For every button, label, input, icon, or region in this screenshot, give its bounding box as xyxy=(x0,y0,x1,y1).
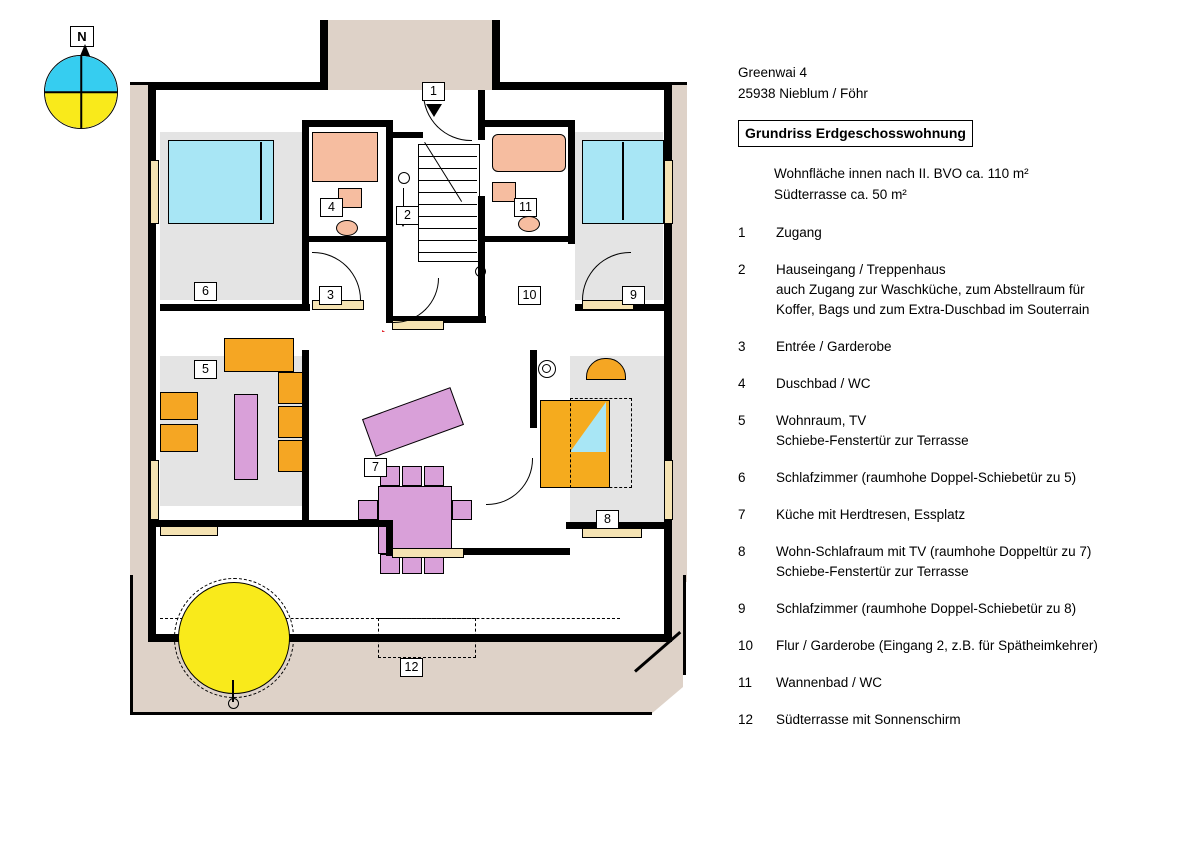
stair-step-9 xyxy=(419,252,477,253)
legend-text xyxy=(776,599,1188,636)
legend-text xyxy=(776,374,1188,411)
legend-text xyxy=(776,223,1188,260)
window-left-living xyxy=(150,460,159,520)
compass-disc xyxy=(44,55,118,129)
bath-11-basin xyxy=(492,182,516,202)
legend-number: 3 xyxy=(738,339,746,354)
legend-row xyxy=(738,411,1188,468)
legend-text xyxy=(776,636,1188,673)
legend-row xyxy=(738,468,1188,505)
legend-number: 7 xyxy=(738,507,746,522)
entrance-wall-right xyxy=(492,20,500,86)
legend-text xyxy=(776,337,1188,374)
chair-7-8 xyxy=(452,500,472,520)
legend-text xyxy=(776,260,1188,337)
area-line-1: Wohnfläche innen nach II. BVO ca. 110 m² xyxy=(774,166,1029,181)
stair-run xyxy=(418,144,480,262)
window-left-upper xyxy=(150,160,159,224)
legend-number: 9 xyxy=(738,601,746,616)
window-right-upper xyxy=(664,160,673,224)
bath-11-wc xyxy=(518,216,540,232)
coffee-table-5 xyxy=(234,394,258,480)
legend-text-line: Wohn-Schlafraum mit TV (raumhohe Doppeltür zu 7) xyxy=(776,544,1092,559)
legend-text-line: auch Zugang zur Waschküche, zum Abstellraum für xyxy=(776,282,1085,297)
legend-text-line: Hauseingang / Treppenhaus xyxy=(776,262,946,277)
window-right-living xyxy=(664,460,673,520)
stair-step-7 xyxy=(419,228,477,229)
legend-text-line: Wannenbad / WC xyxy=(776,675,883,690)
area-summary xyxy=(774,163,1188,205)
legend-row xyxy=(738,337,1188,374)
address-block xyxy=(738,62,1188,104)
wall-bath4-bottom xyxy=(306,236,392,242)
stair-step-5 xyxy=(419,204,477,205)
chair-7-2 xyxy=(402,466,422,486)
legend-row xyxy=(738,374,1188,411)
legend-number: 10 xyxy=(738,638,754,653)
legend-text-line: Wohnraum, TV xyxy=(776,413,867,428)
legend-row xyxy=(738,505,1188,542)
bath-4-wc xyxy=(336,220,358,236)
legend-number: 8 xyxy=(738,544,746,559)
legend-text xyxy=(776,468,1188,505)
legend-number: 11 xyxy=(738,675,753,690)
legend-text-line: Schiebe-Fenstertür zur Terrasse xyxy=(776,433,969,448)
legend-text-line: Schlafzimmer (raumhohe Doppel-Schiebetür zu 5) xyxy=(776,470,1077,485)
wall-hall-door-top xyxy=(393,132,423,138)
terrace-edge-bottom xyxy=(130,712,652,715)
marker-1: 1 xyxy=(422,82,445,101)
plot-edge-top-right xyxy=(665,82,687,85)
entrance-wall-left xyxy=(320,20,328,86)
outer-wall-top-left xyxy=(148,82,328,90)
area-line-2: Südterrasse ca. 50 m² xyxy=(774,187,907,202)
stair-step-1 xyxy=(419,156,477,157)
legend-text-line: Duschbad / WC xyxy=(776,376,871,391)
compass-quadrant-se xyxy=(81,92,117,128)
marker-9: 9 xyxy=(622,286,645,305)
wall-bedroom6-right xyxy=(302,120,309,310)
marker-5: 5 xyxy=(194,360,217,379)
stair-step-8 xyxy=(419,240,477,241)
legend-text xyxy=(776,505,1188,542)
legend-table xyxy=(738,223,1188,747)
legend-row xyxy=(738,599,1188,636)
legend-text xyxy=(776,673,1188,710)
wall-stair-right xyxy=(478,90,485,140)
terrace-door-middle xyxy=(392,548,464,558)
legend-number: 4 xyxy=(738,376,746,391)
sofa-5-top xyxy=(224,338,294,372)
legend-row xyxy=(738,636,1188,673)
chair-7-3 xyxy=(424,466,444,486)
outer-wall-top-right xyxy=(492,82,672,90)
chair-7-7 xyxy=(358,500,378,520)
marker-2: 2 xyxy=(396,206,419,225)
parasol-base xyxy=(228,698,239,709)
legend-row xyxy=(738,223,1188,260)
bed-6-divider xyxy=(260,142,262,220)
floor-plan-drawing xyxy=(130,20,730,740)
terrace-edge-left xyxy=(130,575,133,715)
terrace-edge-right xyxy=(683,575,686,675)
legend-text-line: Entrée / Garderobe xyxy=(776,339,892,354)
kitchen-terrace-dashed xyxy=(378,618,476,658)
wall-living-right xyxy=(302,350,309,526)
legend-row xyxy=(738,710,1188,747)
wall-kitchen-bottom-right xyxy=(460,548,570,555)
wall-bath11-right xyxy=(568,120,575,244)
stair-step-4 xyxy=(419,192,477,193)
legend-text-line: Zugang xyxy=(776,225,822,240)
marker-7: 7 xyxy=(364,458,387,477)
wall-bath11-bottom xyxy=(482,236,574,242)
legend-text xyxy=(776,710,1188,747)
compass-quadrant-sw xyxy=(45,92,81,128)
marker-4: 4 xyxy=(320,198,343,217)
wall-bath4-right xyxy=(386,120,393,242)
stair-step-2 xyxy=(419,168,477,169)
marker-12: 12 xyxy=(400,658,423,677)
entrance-path-area xyxy=(320,20,500,90)
legend-number: 12 xyxy=(738,712,754,727)
wall-kitchen-bottom-left xyxy=(306,520,392,527)
legend-panel xyxy=(738,62,1188,747)
legend-text-line: Südterrasse mit Sonnenschirm xyxy=(776,712,961,727)
legend-row xyxy=(738,673,1188,710)
legend-number: 5 xyxy=(738,413,746,428)
marker-8: 8 xyxy=(596,510,619,529)
terrace-door-left xyxy=(160,526,218,536)
marker-10: 10 xyxy=(518,286,541,305)
wall-bath11-top xyxy=(482,120,574,127)
wall-bedroom6-bottom xyxy=(160,304,310,311)
legend-row xyxy=(738,260,1188,337)
legend-text-line: Koffer, Bags und zum Extra-Duschbad im Souterrain xyxy=(776,302,1090,317)
wall-bath4-top xyxy=(306,120,392,127)
stair-handrail-knob-top xyxy=(398,172,410,184)
compass-quadrant-ne xyxy=(81,56,117,92)
marker-1-arrow-icon xyxy=(426,104,442,117)
compass-rose xyxy=(44,26,124,126)
bed-6 xyxy=(168,140,274,224)
plot-edge-top-left xyxy=(130,82,152,85)
legend-number: 6 xyxy=(738,470,746,485)
legend-text xyxy=(776,542,1188,599)
plan-title: Grundriss Erdgeschosswohnung xyxy=(738,120,973,147)
compass-north-label: N xyxy=(70,26,94,47)
marker-6: 6 xyxy=(194,282,217,301)
legend-number: 2 xyxy=(738,262,746,277)
sideboard-5-b xyxy=(160,424,198,452)
marker-11: 11 xyxy=(514,198,537,217)
stair-step-6 xyxy=(419,216,477,217)
compass-quadrant-nw xyxy=(45,56,81,92)
legend-row xyxy=(738,542,1188,599)
bed-9-divider xyxy=(622,142,624,220)
legend-text-line: Schlafzimmer (raumhohe Doppel-Schiebetür zu 8) xyxy=(776,601,1077,616)
marker-3: 3 xyxy=(319,286,342,305)
legend-text-line: Küche mit Herdtresen, Essplatz xyxy=(776,507,966,522)
legend-number: 1 xyxy=(738,225,746,240)
bath-11-tub xyxy=(492,134,566,172)
legend-text-line: Flur / Garderobe (Eingang 2, z.B. für Spätheimkehrer) xyxy=(776,638,1098,653)
side-table-8-inner xyxy=(542,364,551,373)
wall-hall-right-lower xyxy=(478,196,485,322)
address-line-1: Greenwai 4 xyxy=(738,65,808,80)
wall-room8-left xyxy=(530,350,537,428)
room-8-dashed-zone xyxy=(570,398,632,488)
parasol-dashed-circle xyxy=(174,578,294,698)
compass-axis-horizontal xyxy=(45,91,117,93)
bath-4-tub xyxy=(312,132,378,182)
legend-text-line: Schiebe-Fenstertür zur Terrasse xyxy=(776,564,969,579)
terrace-door-right xyxy=(582,528,642,538)
legend-text xyxy=(776,411,1188,468)
sideboard-5-a xyxy=(160,392,198,420)
address-line-2: 25938 Nieblum / Föhr xyxy=(738,86,868,101)
